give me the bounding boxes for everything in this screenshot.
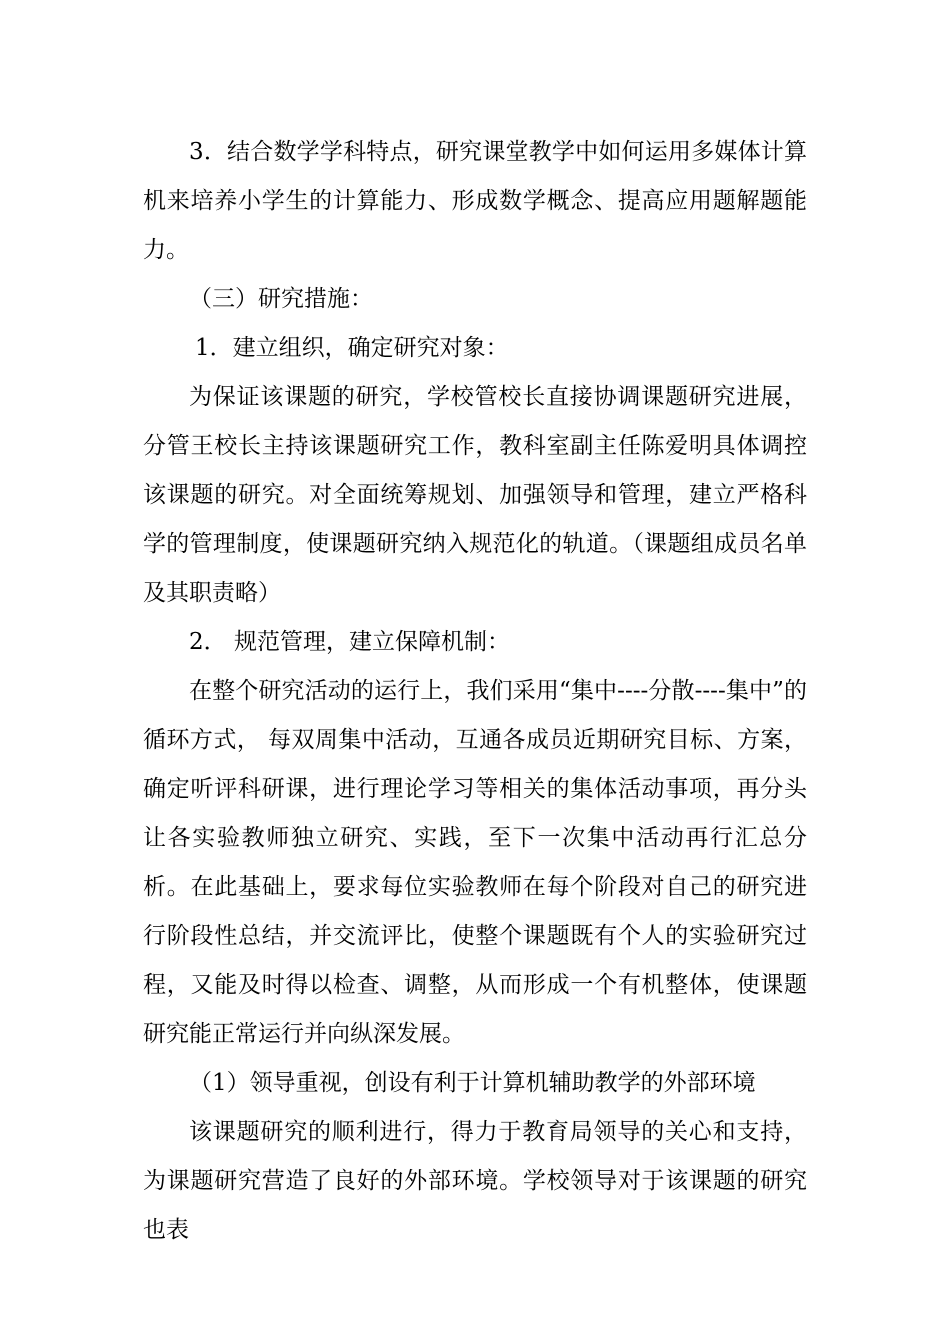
subheading-standardize-management: 2． 规范管理，建立保障机制： xyxy=(189,629,510,655)
paragraph-leadership: 该课题研究的顺利进行，得力于教育局领导的关心和支持，为课题研究营造了良好的外部环境。学校领导对于该课题的研究也表 xyxy=(143,1119,807,1243)
section-heading-research-measures: （三）研究措施： xyxy=(189,286,373,312)
document-body xyxy=(143,128,807,1255)
subheading-leadership-attention: （1）领导重视，创设有利于计算机辅助教学的外部环境 xyxy=(189,1070,756,1096)
subheading-establish-organization: 1．建立组织，确定研究对象： xyxy=(195,335,509,361)
paragraph-research-content-3: 3．结合数学学科特点，研究课堂教学中如何运用多媒体计算机来培养小学生的计算能力、形成数学概念、提高应用题解题能力。 xyxy=(143,139,807,263)
paragraph-organization: 为保证该课题的研究，学校管校长直接协调课题研究进展，分管王校长主持该课题研究工作，教科室副主任陈爱明具体调控该课题的研究。对全面统筹规划、加强领导和管理，建立严格科学的管理制度，使课题研究纳入规范化的轨道。（课题组成员名单及其职责略） xyxy=(143,384,807,606)
paragraph-management: 在整个研究活动的运行上，我们采用“集中----分散----集中”的循环方式， 每双周集中活动，互通各成员近期研究目标、方案，确定听评科研课，进行理论学习等相关的集体活动事项，再分头让各实验教师独立研究、实践，至下一次集中活动再行汇总分析。在此基础上，要求每位实验教师在每个阶段对自己的研究进行阶段性总结，并交流评比，使整个课题既有个人的实验研究过程，又能及时得以检查、调整，从而形成一个有机整体，使课题研究能正常运行并向纵深发展。 xyxy=(143,678,807,1047)
